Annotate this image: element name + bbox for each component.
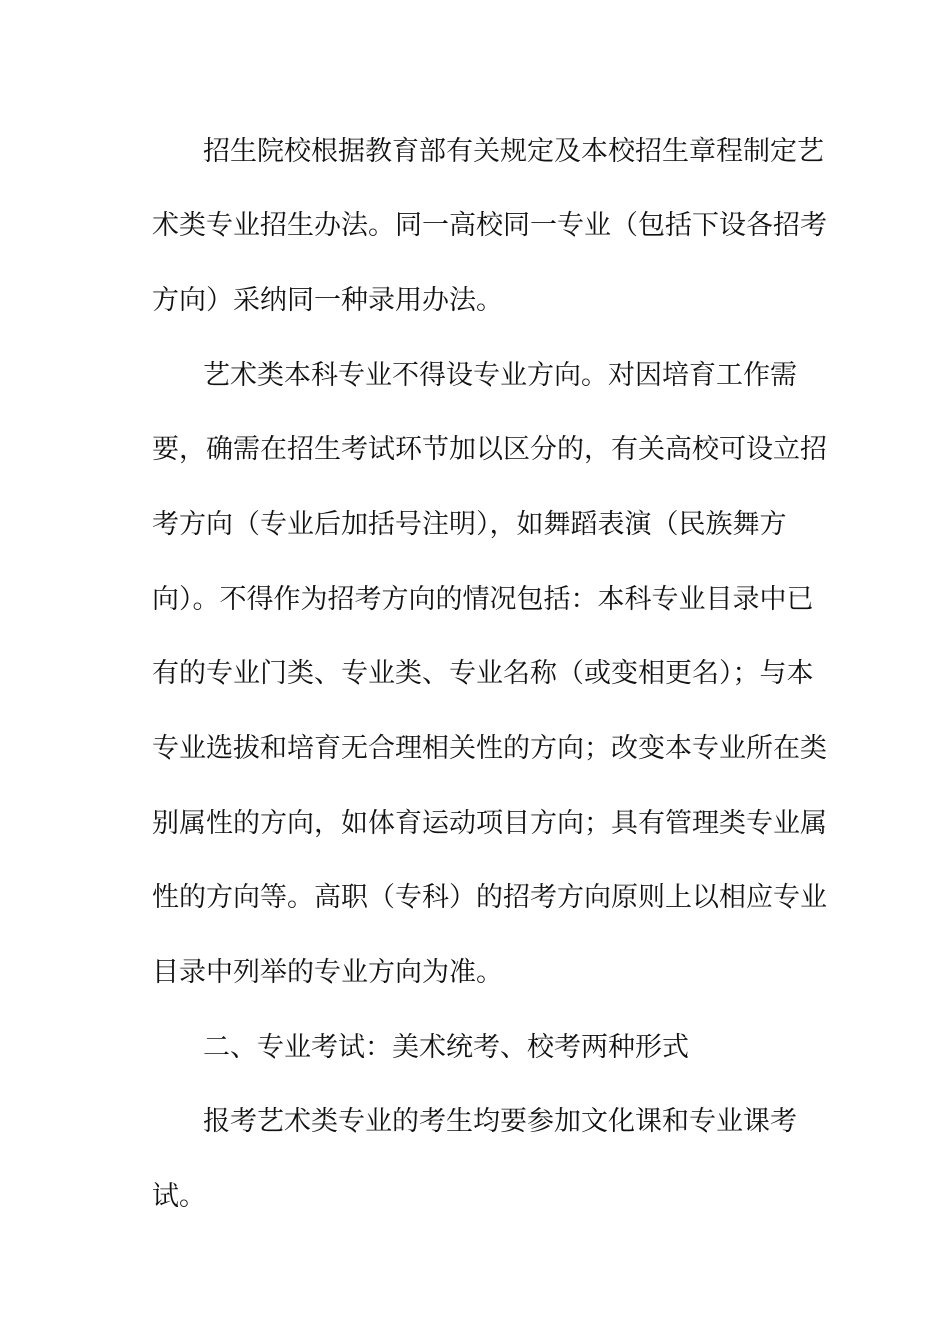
paragraph-3-line-1: 报考艺术类专业的考生均要参加文化课和专业课考 [203, 1106, 797, 1137]
paragraph-2-line-4: 向）。不得作为招考方向的情况包括：本科专业目录中已 [152, 584, 814, 615]
paragraph-2-line-2: 要，确需在招生考试环节加以区分的，有关高校可设立招 [152, 434, 827, 465]
paragraph-3-line-2: 试。 [152, 1181, 206, 1212]
paragraph-2-line-6: 专业选拔和培育无合理相关性的方向；改变本专业所在类 [152, 733, 827, 764]
paragraph-2-line-1: 艺术类本科专业不得设专业方向。对因培育工作需 [203, 360, 797, 391]
paragraph-1-line-2: 术类专业招生办法。同一高校同一专业（包括下设各招考 [152, 210, 827, 241]
paragraph-1-line-3: 方向）采纳同一种录用办法。 [152, 285, 503, 316]
paragraph-2-line-9: 目录中列举的专业方向为准。 [152, 957, 503, 988]
section-heading: 二、专业考试：美术统考、校考两种形式 [203, 1032, 689, 1063]
paragraph-2-line-8: 性的方向等。高职（专科）的招考方向原则上以相应专业 [152, 882, 827, 913]
paragraph-2-line-5: 有的专业门类、专业类、专业名称（或变相更名）；与本 [152, 658, 814, 689]
paragraph-2-line-3: 考方向（专业后加括号注明），如舞蹈表演（民族舞方 [152, 509, 787, 540]
paragraph-2-line-7: 别属性的方向，如体育运动项目方向；具有管理类专业属 [152, 808, 827, 839]
paragraph-1-line-1: 招生院校根据教育部有关规定及本校招生章程制定艺 [203, 136, 824, 167]
